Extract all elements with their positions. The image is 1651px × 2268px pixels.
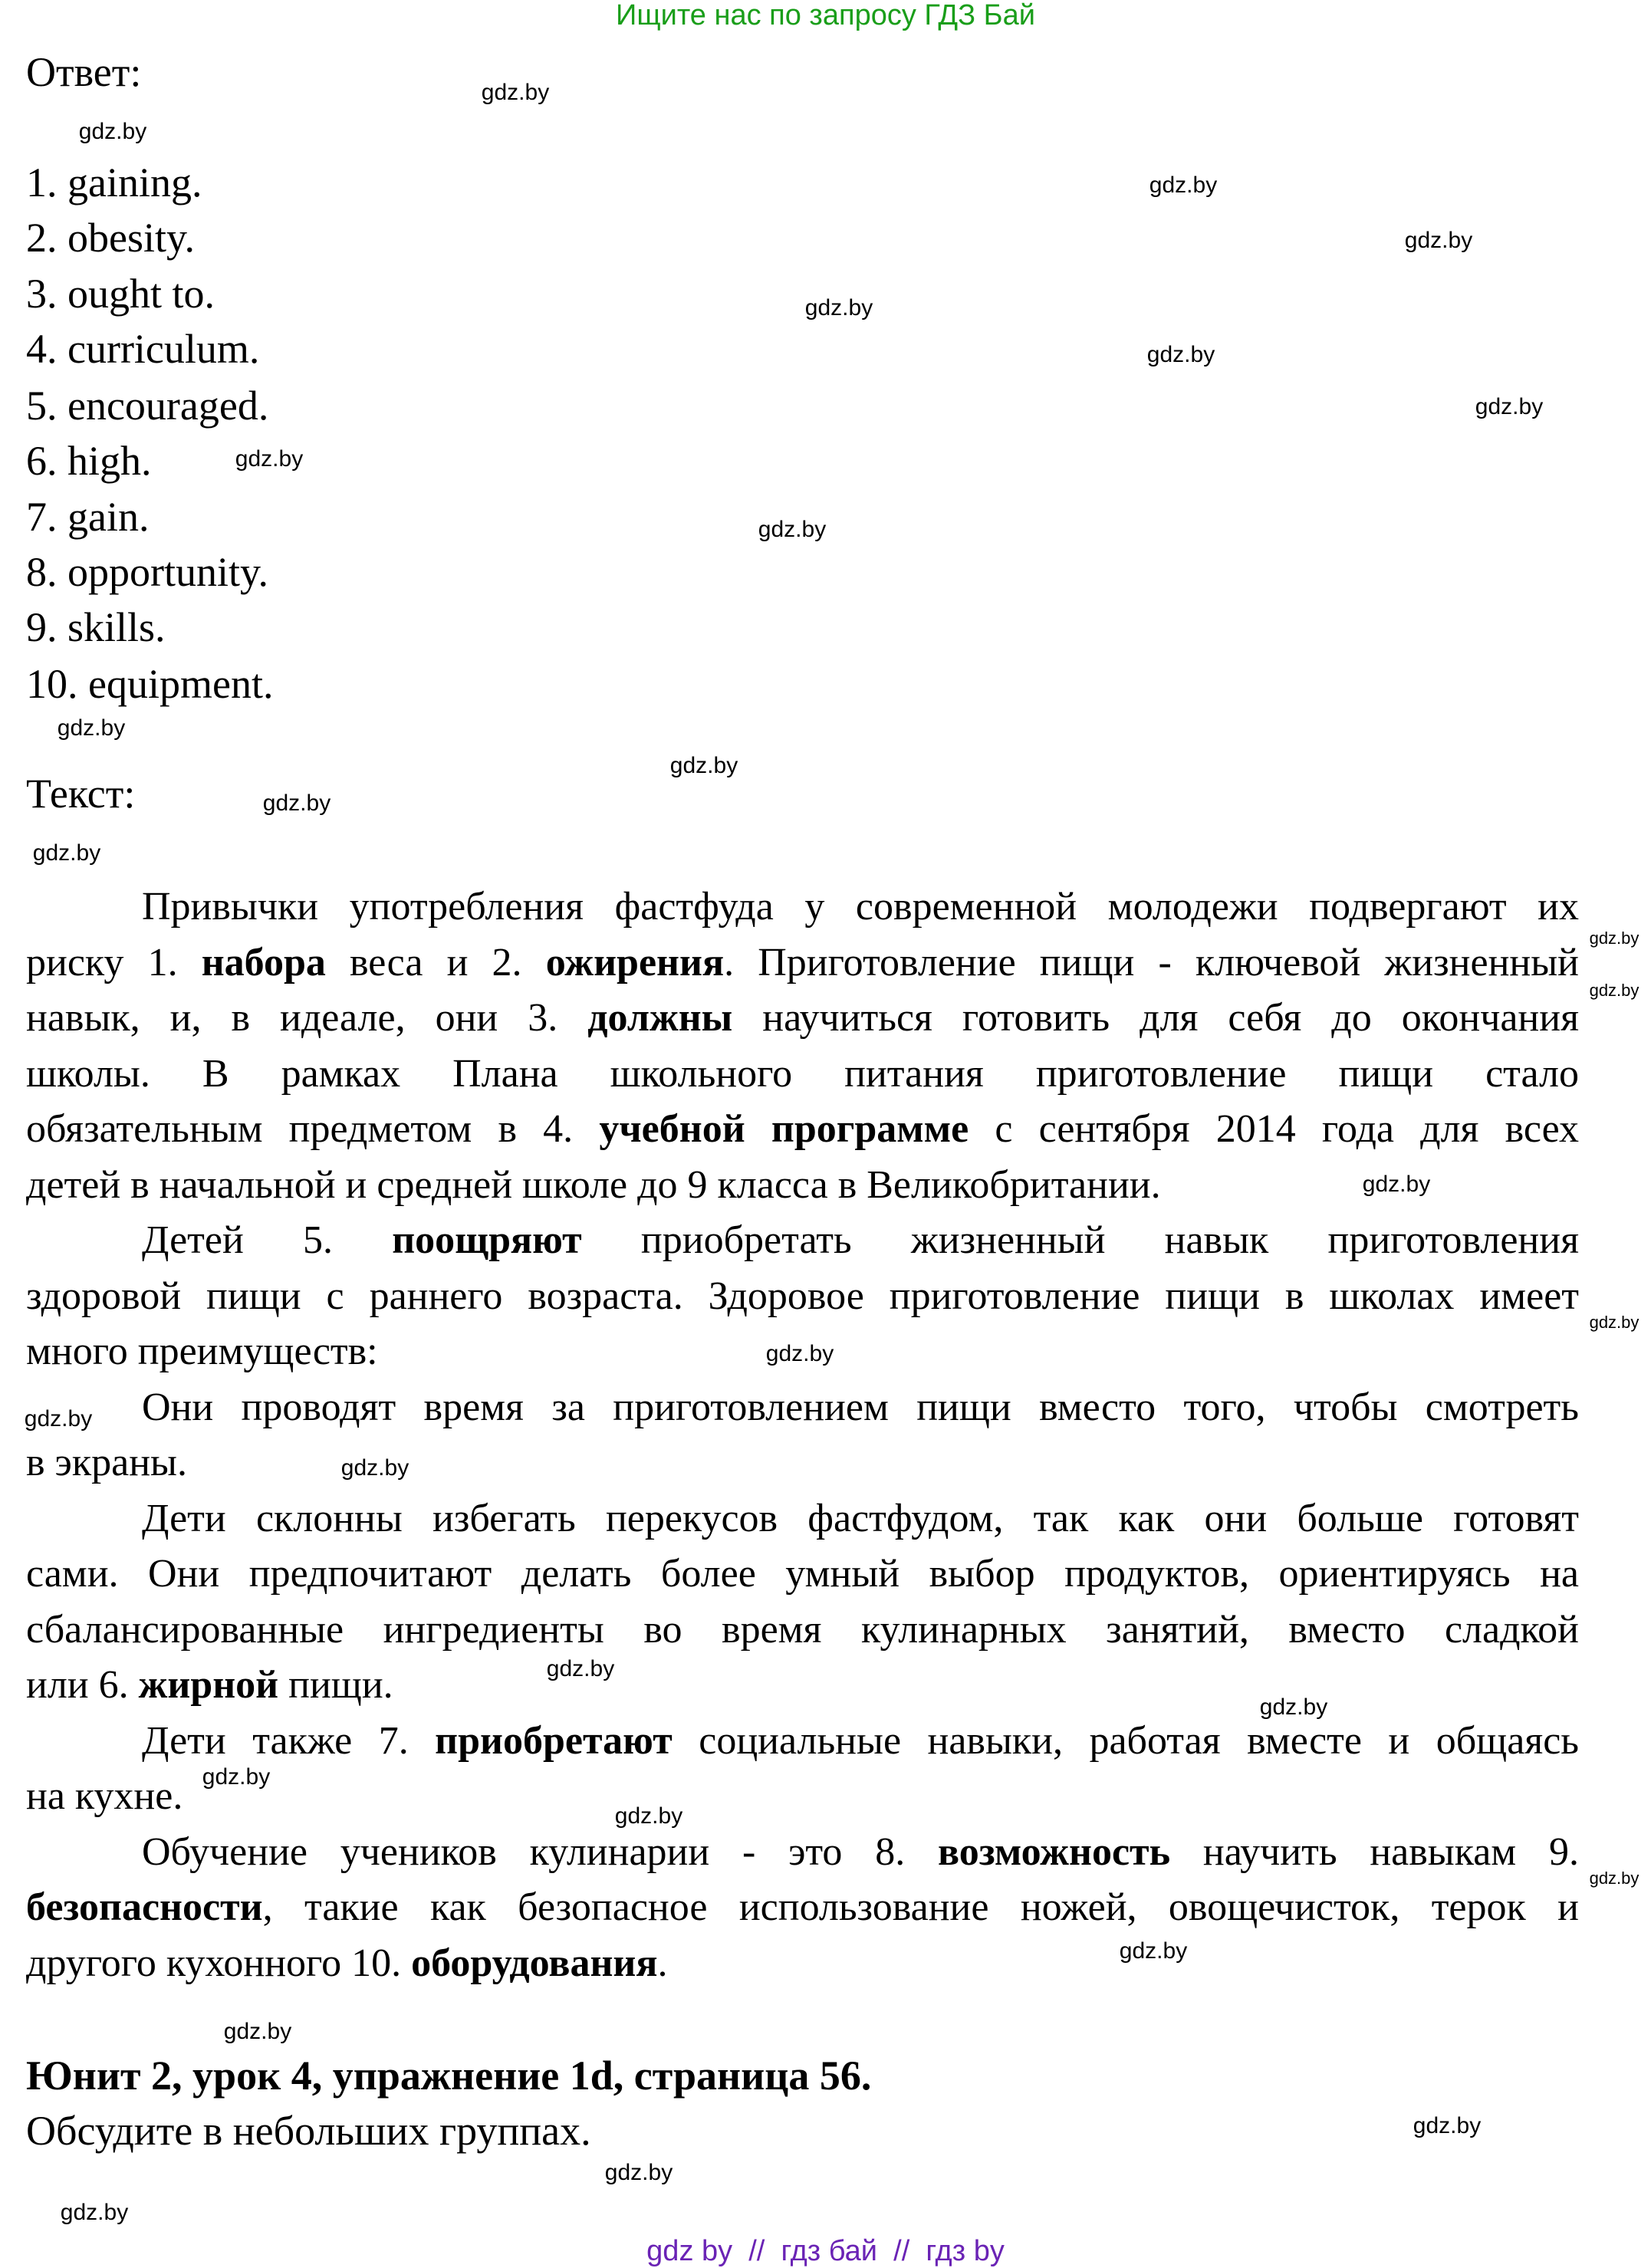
- watermark: gdz.by: [758, 517, 827, 542]
- watermark: gdz.by: [481, 80, 550, 105]
- watermark: gdz.by: [1475, 394, 1544, 419]
- text-segment: . Приготовление пищи - ключевой жизненный: [724, 940, 1579, 984]
- highlighted-answer: ожирения: [545, 940, 725, 984]
- highlighted-answer: набора: [201, 940, 326, 984]
- paragraph-line: [26, 1109, 1579, 1149]
- text-segment: социальные навыки, работая вместе и общаясь: [672, 1718, 1579, 1763]
- paragraph-line: [142, 1385, 1579, 1429]
- paragraph-line: [26, 998, 1579, 1038]
- text-segment: Детей 5.: [142, 1218, 393, 1262]
- text-segment: пищи.: [278, 1663, 393, 1707]
- text-segment: или 6.: [26, 1663, 139, 1707]
- paragraph-line: [142, 1496, 1579, 1540]
- watermark: gdz.by: [78, 119, 147, 144]
- text-segment: сбалансированные ингредиенты во время кулинарных занятий, вместо сладкой: [26, 1607, 1579, 1652]
- paragraph-line: [142, 1718, 1579, 1763]
- watermark: gdz.by: [57, 715, 126, 741]
- highlighted-answer: возможность: [937, 1829, 1171, 1874]
- paragraph-line: [26, 1885, 1579, 1929]
- highlighted-answer: поощряют: [392, 1218, 582, 1262]
- answer-item: 2. obesity.: [26, 215, 195, 261]
- watermark: gdz.by: [1259, 1694, 1328, 1720]
- watermark: gdz.by: [765, 1341, 834, 1366]
- paragraph-line: [26, 1274, 1579, 1318]
- watermark: gdz.by: [669, 753, 738, 778]
- highlighted-answer: учебной программе: [599, 1107, 969, 1151]
- text-segment: Дети также 7.: [142, 1718, 436, 1763]
- text-segment: детей в начальной и средней школе до 9 класса в Великобритании.: [26, 1162, 1161, 1207]
- answer-item: 5. encouraged.: [26, 383, 269, 429]
- text-segment: Привычки употребления фастфуда у современной молодежи подвергают их: [142, 885, 1579, 929]
- text-segment: навык, и, в идеале, они 3.: [26, 996, 588, 1040]
- paragraph-line: [26, 1941, 1579, 1985]
- watermark: gdz.by: [1589, 929, 1639, 948]
- section-heading: Юнит 2, урок 4, упражнение 1d, страница 56.: [26, 2053, 872, 2099]
- text-segment: риску 1.: [26, 940, 202, 984]
- watermark: gdz.by: [1149, 173, 1218, 198]
- paragraph-line: [26, 1051, 1579, 1096]
- search-banner[interactable]: Ищите нас по запросу ГДЗ Бай: [616, 0, 1035, 31]
- watermark: gdz.by: [24, 1406, 93, 1431]
- text-segment: на кухне.: [26, 1774, 183, 1818]
- watermark: gdz.by: [1146, 342, 1215, 367]
- answer-item: 7. gain.: [26, 494, 150, 540]
- text-segment: много преимуществ:: [26, 1330, 378, 1373]
- paragraph-line: [142, 1829, 1579, 1874]
- watermark: gdz.by: [1589, 1869, 1639, 1888]
- highlighted-answer: безопасности: [26, 1885, 263, 1929]
- text-segment: Они проводят время за приготовлением пищи вместо того, чтобы смотреть: [142, 1385, 1579, 1429]
- watermark: gdz.by: [804, 295, 873, 320]
- text-segment: научиться готовить для себя до окончания: [732, 996, 1580, 1040]
- answer-item: 1. gaining.: [26, 159, 202, 205]
- text-segment: научить навыкам 9.: [1170, 1829, 1579, 1874]
- answer-item: 6. high.: [26, 438, 152, 484]
- text-segment: , такие как безопасное использование ножей, овощечисток, терок и: [262, 1885, 1579, 1929]
- text-segment: с сентября 2014 года для всех: [969, 1107, 1580, 1151]
- watermark: gdz.by: [1589, 981, 1639, 1000]
- watermark: gdz.by: [235, 446, 304, 472]
- answer-item: 9. skills.: [26, 604, 166, 650]
- paragraph-line: [26, 1607, 1579, 1652]
- text-segment: в экраны.: [26, 1441, 187, 1484]
- paragraph-line: [26, 1554, 1579, 1594]
- watermark: gdz.by: [223, 2019, 292, 2044]
- paragraph-line: [142, 1218, 1579, 1262]
- footer-links[interactable]: gdz by // гдз бай // гдз by: [646, 2235, 1005, 2267]
- watermark: gdz.by: [1404, 228, 1473, 253]
- highlighted-answer: оборудования: [411, 1941, 658, 1985]
- watermark: gdz.by: [614, 1803, 683, 1829]
- answer-item: 10. equipment.: [26, 661, 274, 707]
- text-segment: другого кухонного 10.: [26, 1941, 412, 1985]
- paragraph-line: [26, 1443, 1579, 1483]
- watermark: gdz.by: [1119, 1938, 1188, 1964]
- watermark: gdz.by: [32, 840, 101, 866]
- text-segment: Дети склонны избегать перекусов фастфудом, так как они больше готовят: [142, 1496, 1579, 1540]
- watermark: gdz.by: [604, 2160, 673, 2185]
- watermark: gdz.by: [546, 1656, 615, 1681]
- text-label: Текст:: [26, 771, 136, 817]
- section-instruction: Обсудите в небольших группах.: [26, 2108, 591, 2154]
- text-segment: обязательным предметом в 4.: [26, 1107, 600, 1151]
- watermark: gdz.by: [1362, 1172, 1431, 1197]
- watermark: gdz.by: [1413, 2113, 1482, 2138]
- paragraph-line: [26, 940, 1579, 984]
- paragraph-line: [26, 1665, 1579, 1705]
- highlighted-answer: жирной: [138, 1663, 279, 1707]
- text-segment: приобретать жизненный навык приготовления: [581, 1218, 1579, 1262]
- text-segment: .: [657, 1941, 668, 1985]
- answer-label: Ответ:: [26, 49, 142, 95]
- paragraph-line: [142, 887, 1579, 927]
- answer-item: 4. curriculum.: [26, 326, 260, 372]
- highlighted-answer: должны: [587, 996, 733, 1040]
- watermark: gdz.by: [202, 1764, 271, 1790]
- highlighted-answer: приобретают: [435, 1718, 673, 1763]
- watermark: gdz.by: [262, 791, 331, 816]
- watermark: gdz.by: [340, 1455, 409, 1481]
- text-segment: здоровой пищи с раннего возраста. Здоровое приготовление пищи в школах имеет: [26, 1274, 1579, 1318]
- watermark: gdz.by: [1589, 1313, 1639, 1332]
- text-segment: сами. Они предпочитают делать более умный выбор продуктов, ориентируясь на: [26, 1552, 1579, 1596]
- text-segment: школы. В рамках Плана школьного питания приготовление пищи стало: [26, 1051, 1579, 1096]
- answer-item: 8. opportunity.: [26, 549, 268, 595]
- answer-item: 3. ought to.: [26, 271, 215, 317]
- paragraph-line: [26, 1162, 1579, 1207]
- watermark: gdz.by: [60, 2200, 129, 2225]
- text-segment: веса и 2.: [325, 940, 546, 984]
- text-segment: Обучение учеников кулинарии - это 8.: [142, 1829, 938, 1874]
